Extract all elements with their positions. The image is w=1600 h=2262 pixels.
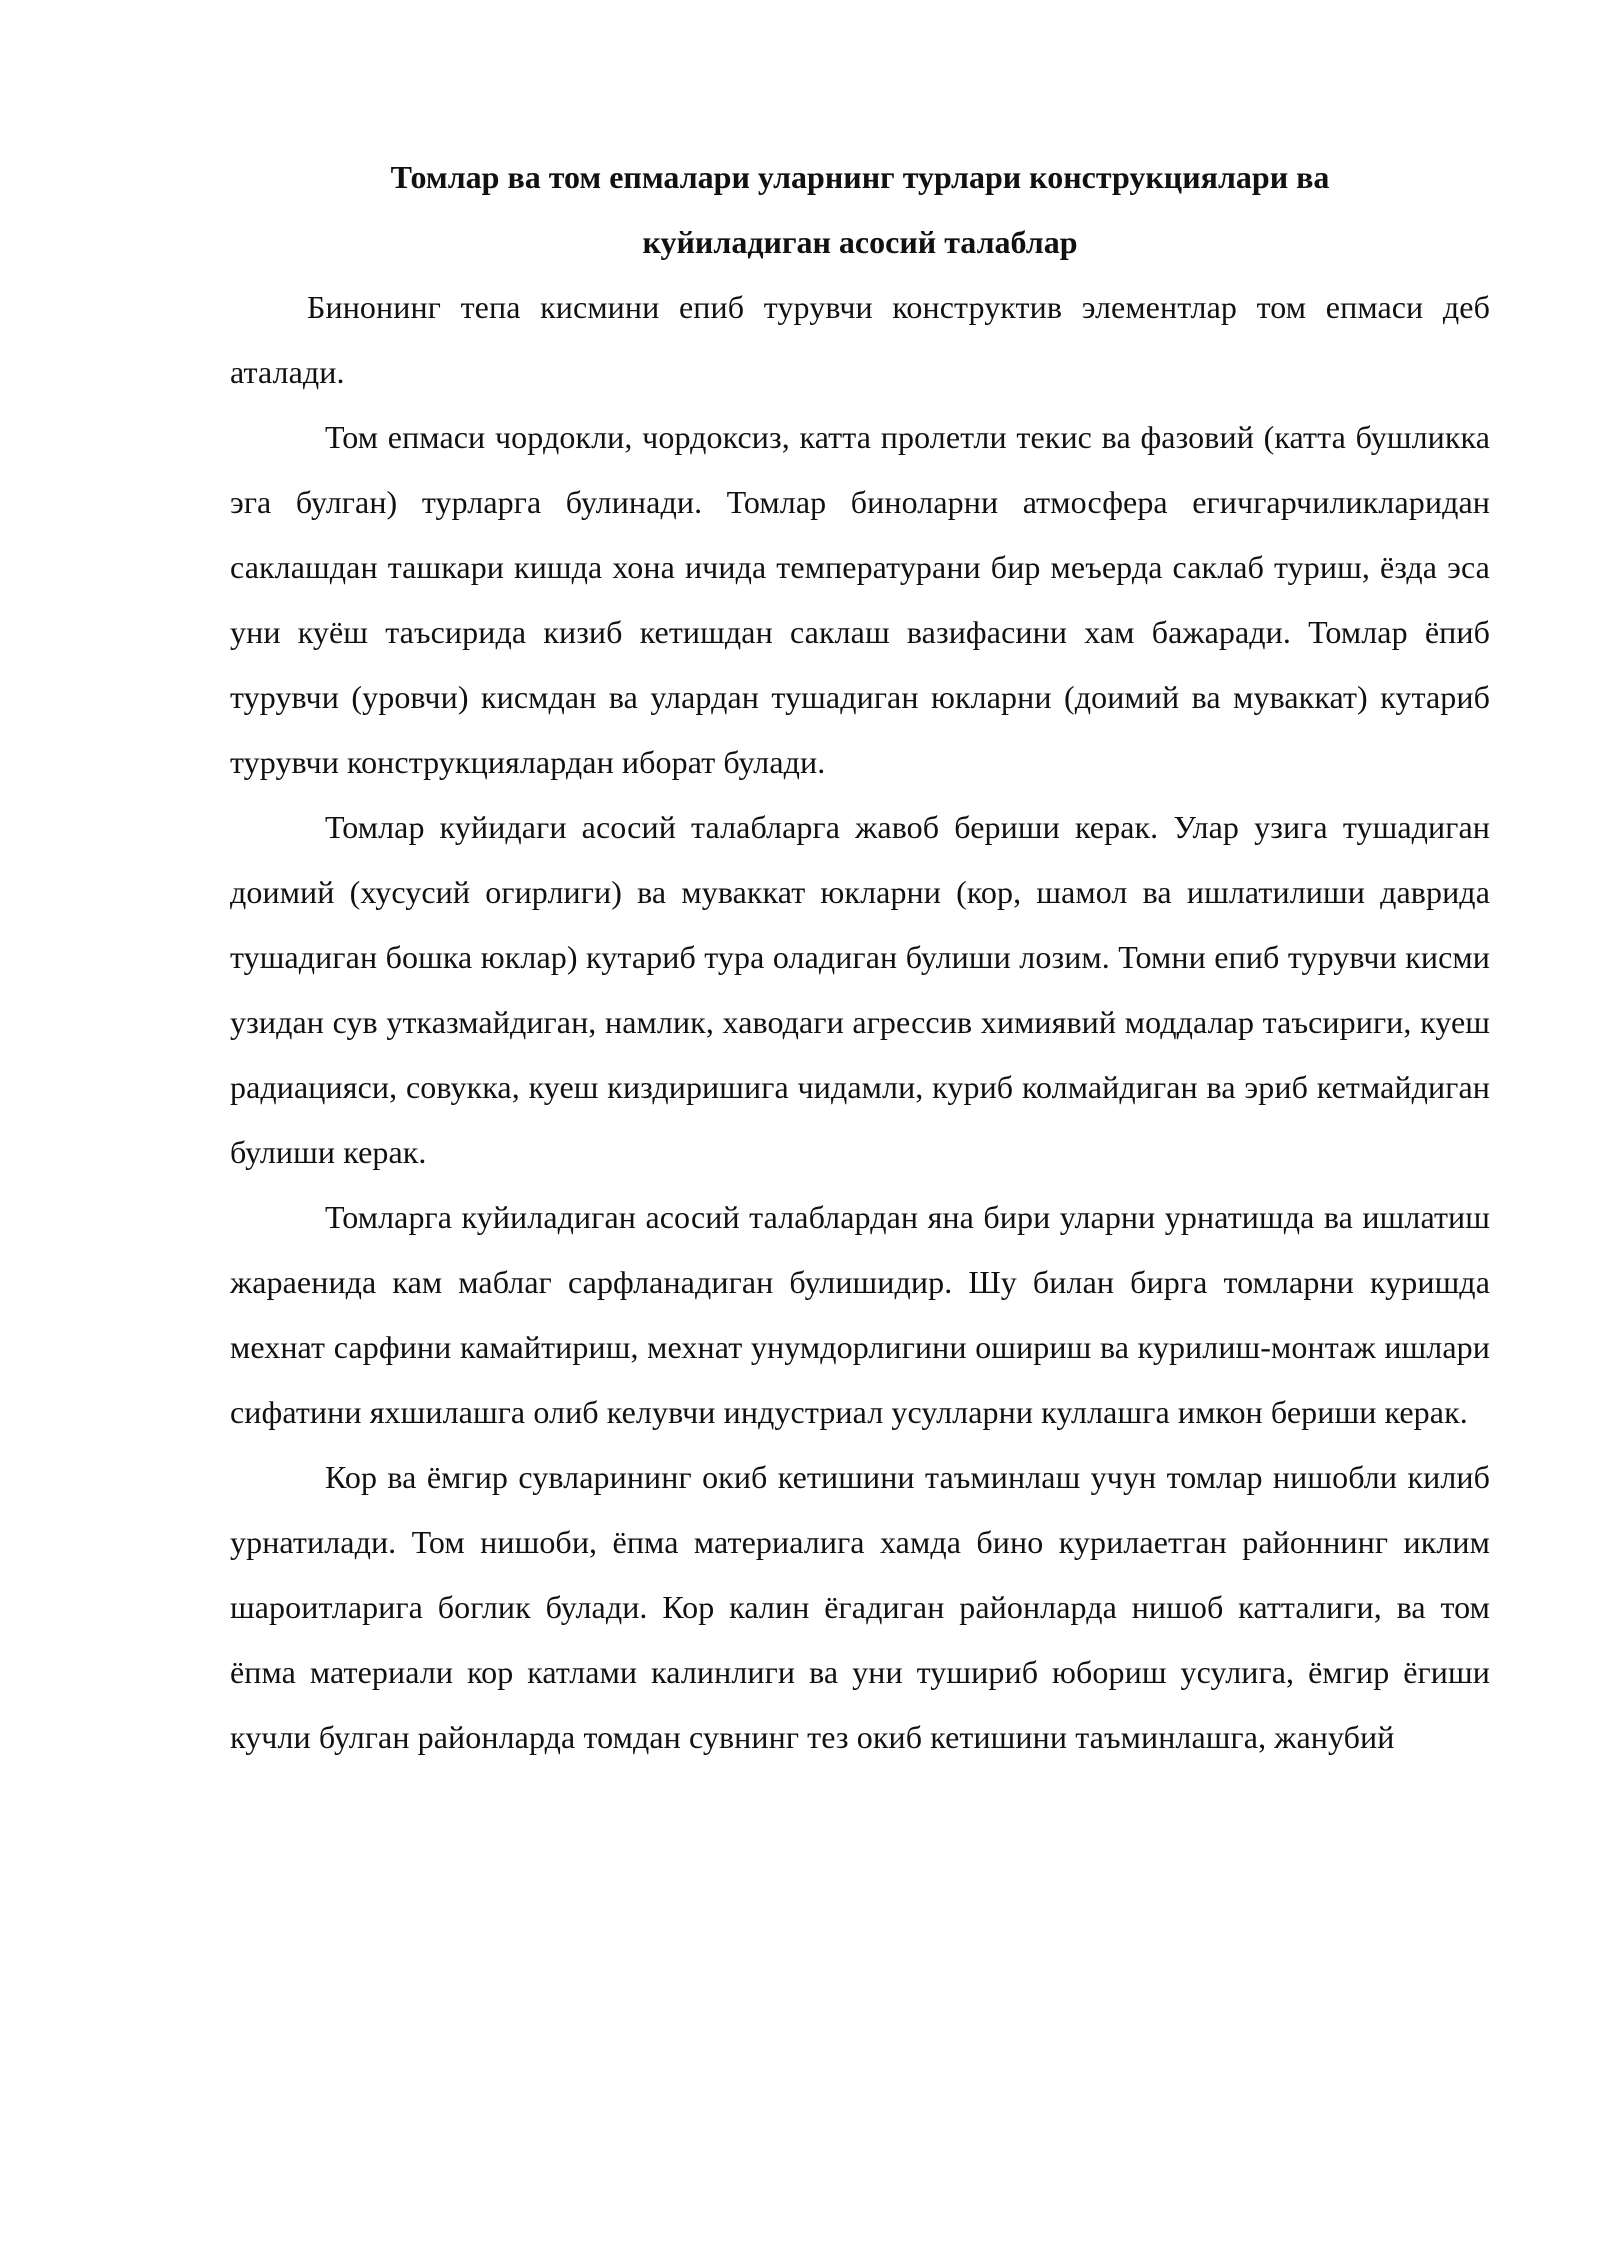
title-line-1: Томлар ва том епмалари уларнинг турлари конструкциялари ва	[390, 159, 1330, 195]
document-title	[230, 145, 1490, 275]
paragraph-1: Бинонинг тепа кисмини епиб турувчи конструктив элементлар том епмаси деб аталади.	[230, 289, 1490, 390]
paragraph-5: Кор ва ёмгир сувларининг окиб кетишини таъминлаш учун томлар нишобли килиб урнатилади. Том нишоби, ёпма материалига хамда бино курилаетган районнинг иклим шароитларига боглик булади. Кор калин ёгадиган районларда нишоб катталиги, ва том ёпма материали кор катлами калинлиги ва уни тушириб юбориш усулига, ёмгир ёгиши кучли булган районларда томдан сувнинг тез окиб кетишини таъминлашга, жанубий	[230, 1459, 1490, 1755]
paragraph-4: Томларга куйиладиган асосий талаблардан яна бири уларни урнатишда ва ишлатиш жараенида кам маблаг сарфланадиган булишидир. Шу билан бирга томларни куришда мехнат сарфини камайтириш, мехнат унумдорлигини ошириш ва курилиш-монтаж ишлари сифатини яхшилашга олиб келувчи индустриал усулларни куллашга имкон бериши керак.	[230, 1199, 1490, 1430]
title-line-2: куйиладиган асосий талаблар	[642, 224, 1078, 260]
document-body	[230, 275, 1490, 1770]
paragraph-3: Томлар куйидаги асосий талабларга жавоб бериши керак. Улар узига тушадиган доимий (хусусий огирлиги) ва муваккат юкларни (кор, шамол ва ишлатилиши даврида тушадиган бошка юклар) кутариб тура оладиган булиши лозим. Томни епиб турувчи кисми узидан сув утказмайдиган, намлик, хаводаги агрессив химиявий моддалар таъсириги, куеш радиацияси, совукка, куеш киздиришига чидамли, куриб колмайдиган ва эриб кетмайдиган булиши керак.	[230, 809, 1490, 1170]
paragraph-2: Том епмаси чордокли, чордоксиз, катта пролетли текис ва фазовий (катта бушликка эга булган) турларга булинади. Томлар биноларни атмосфера егичгарчиликларидан саклашдан ташкари кишда хона ичида температурани бир меъерда саклаб туриш, ёзда эса уни куёш таъсирида кизиб кетишдан саклаш вазифасини хам бажаради. Томлар ёпиб турувчи (уровчи) кисмдан ва улардан тушадиган юкларни (доимий ва муваккат) кутариб турувчи конструкциялардан иборат булади.	[230, 419, 1490, 780]
